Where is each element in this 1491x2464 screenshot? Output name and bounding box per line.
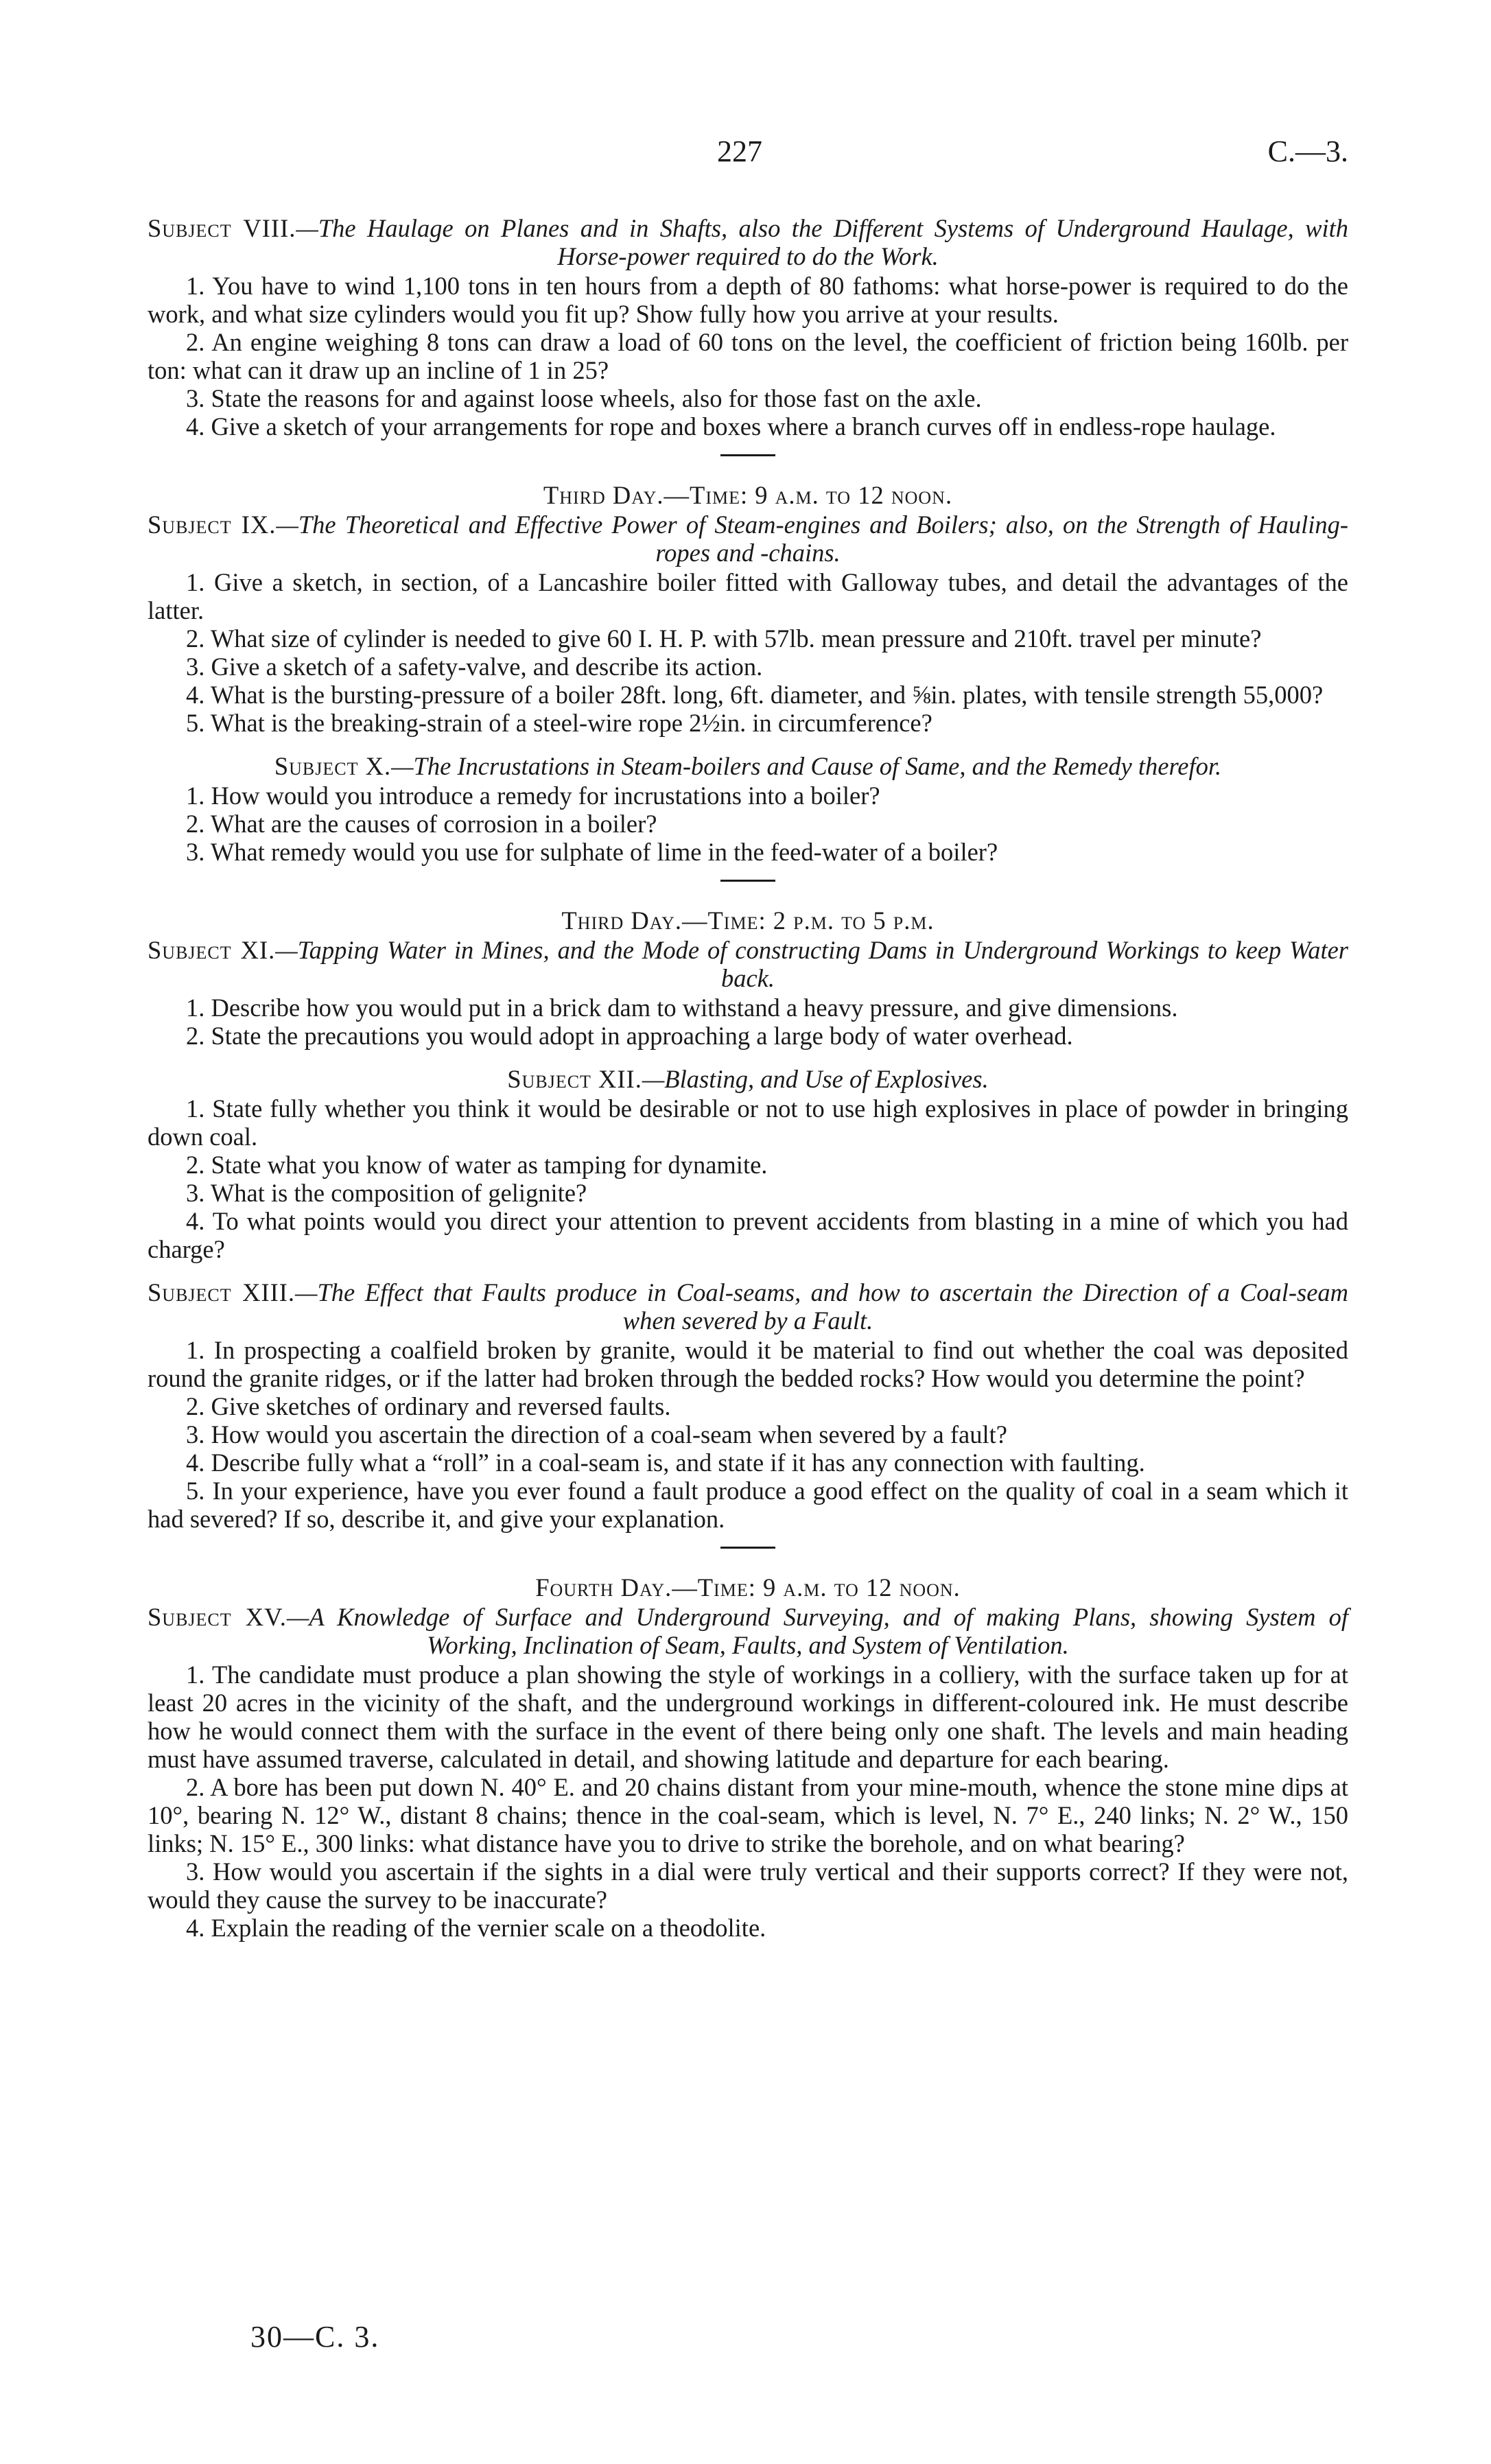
subject-xiii xyxy=(148,1278,1348,1533)
subject-viii xyxy=(148,214,1348,441)
subject-label: Subject IX. xyxy=(148,511,277,539)
question: 5. In your experience, have you ever found a fault produce a good effect on the quality of coal in a seam which it had severed? If so, describe it, and give your explanation. xyxy=(148,1477,1348,1533)
subject-title: —The Haulage on Planes and in Shafts, also the Different Systems of Underground Haulage, with Horse-power required to do the Work. xyxy=(296,214,1348,270)
question: 2. State what you know of water as tamping for dynamite. xyxy=(186,1151,768,1179)
footer-signature: 30—C. 3. xyxy=(250,2320,380,2354)
question: 3. How would you ascertain if the sights in a dial were truly vertical and their supports correct? If they were not, would they cause the survey to be inaccurate? xyxy=(148,1857,1348,1914)
question: 4. To what points would you direct your attention to prevent accidents from blasting in a mine of which you had charge? xyxy=(148,1207,1348,1263)
day-heading xyxy=(148,1573,1348,1601)
day-heading xyxy=(148,481,1348,509)
question: 4. Describe fully what a “roll” in a coal-seam is, and state if it has any connection with faulting. xyxy=(186,1448,1145,1477)
subject-label: Subject XV. xyxy=(148,1603,287,1631)
question: 1. In prospecting a coalfield broken by granite, would it be material to find out whether the coal was deposited round the granite ridges, or if the latter had broken through the bedded rocks? How would you determine the point? xyxy=(148,1336,1348,1392)
subject-xii xyxy=(148,1065,1348,1263)
question: 1. Describe how you would put in a brick dam to withstand a heavy pressure, and give dimensions. xyxy=(186,994,1178,1022)
question: 4. Give a sketch of your arrangements for rope and boxes where a branch curves off in endless-rope haulage. xyxy=(186,412,1276,441)
question: 4. Explain the reading of the vernier scale on a theodolite. xyxy=(186,1914,766,1942)
subject-label: Subject XI. xyxy=(148,936,276,964)
question: 2. An engine weighing 8 tons can draw a load of 60 tons on the level, the coefficient of friction being 160lb. per ton: what can it draw up an incline of 1 in 25? xyxy=(148,328,1348,384)
subject-label: Subject XIII. xyxy=(148,1278,296,1306)
subject-x xyxy=(148,752,1348,866)
question: 3. Give a sketch of a safety-valve, and describe its action. xyxy=(186,653,763,681)
question: 3. What is the composition of gelignite? xyxy=(186,1179,587,1207)
subject-heading xyxy=(148,1065,1348,1093)
section-divider xyxy=(720,1547,775,1549)
day-time: —Time: 9 a.m. to 12 noon. xyxy=(664,481,953,509)
subject-xv xyxy=(148,1603,1348,1942)
question: 3. What remedy would you use for sulphate of lime in the feed-water of a boiler? xyxy=(186,838,998,866)
subject-title: —A Knowledge of Surface and Underground Surveying, and of making Plans, showing System of Working, Inclination of Seam, Faults, and System of Ventilation. xyxy=(286,1603,1348,1659)
section-divider xyxy=(720,880,775,882)
day-label: Fourth Day. xyxy=(535,1573,672,1601)
spacer xyxy=(148,737,1348,752)
subject-heading xyxy=(148,752,1348,780)
question: 5. What is the breaking-strain of a steel-wire rope 2½in. in circumference? xyxy=(186,709,932,737)
page-content xyxy=(148,214,1348,1942)
subject-heading xyxy=(148,214,1348,270)
subject-title: —Tapping Water in Mines, and the Mode of constructing Dams in Underground Workings to keep Water back. xyxy=(275,936,1349,992)
subject-title: —Blasting, and Use of Explosives. xyxy=(642,1065,989,1093)
day-label: Third Day. xyxy=(543,481,664,509)
question: 2. Give sketches of ordinary and reversed faults. xyxy=(186,1392,671,1420)
day-time: —Time: 9 a.m. to 12 noon. xyxy=(672,1573,961,1601)
page-number: 227 xyxy=(717,134,762,168)
question: 1. You have to wind 1,100 tons in ten hours from a depth of 80 fathoms: what horse-power is required to do the work, and what size cylinders would you fit up? Show fully how you arrive at your results. xyxy=(148,272,1348,328)
day-label: Third Day. xyxy=(561,906,683,935)
subject-label: Subject XII. xyxy=(507,1065,642,1093)
page-header xyxy=(148,134,1348,178)
question: 1. How would you introduce a remedy for incrustations into a boiler? xyxy=(186,782,880,810)
subject-title: —The Theoretical and Effective Power of Steam-engines and Boilers; also, on the Strength of Hauling-ropes and -chains. xyxy=(276,511,1349,567)
day-time: —Time: 2 p.m. to 5 p.m. xyxy=(682,906,935,935)
subject-label: Subject VIII. xyxy=(148,214,296,242)
subject-heading xyxy=(148,936,1348,992)
question: 1. State fully whether you think it would be desirable or not to use high explosives in place of powder in bringing down coal. xyxy=(148,1094,1348,1151)
day-heading xyxy=(148,906,1348,935)
question: 2. What size of cylinder is needed to give 60 I. H. P. with 57lb. mean pressure and 210ft. travel per minute? xyxy=(186,624,1262,653)
section-divider xyxy=(720,454,775,456)
subject-heading xyxy=(148,511,1348,567)
question: 2. State the precautions you would adopt in approaching a large body of water overhead. xyxy=(186,1022,1073,1050)
question: 2. What are the causes of corrosion in a boiler? xyxy=(186,810,657,838)
question: 4. What is the bursting-pressure of a boiler 28ft. long, 6ft. diameter, and ⅝in. plates, with tensile strength 55,000? xyxy=(186,681,1324,709)
question: 3. How would you ascertain the direction of a coal-seam when severed by a fault? xyxy=(186,1420,1007,1448)
subject-title: —The Effect that Faults produce in Coal-seams, and how to ascertain the Direction of a Coal-seam when severed by a Fault. xyxy=(295,1278,1349,1335)
subject-label: Subject X. xyxy=(274,752,392,780)
subject-ix xyxy=(148,511,1348,737)
question: 3. State the reasons for and against loose wheels, also for those fast on the axle. xyxy=(186,384,982,412)
subject-xi xyxy=(148,936,1348,1050)
subject-heading xyxy=(148,1603,1348,1659)
spacer xyxy=(148,1050,1348,1065)
subject-heading xyxy=(148,1278,1348,1335)
document-reference: C.—3. xyxy=(1267,134,1348,168)
question: 1. Give a sketch, in section, of a Lancashire boiler fitted with Galloway tubes, and detail the advantages of the latter. xyxy=(148,568,1348,624)
question: 2. A bore has been put down N. 40° E. and 20 chains distant from your mine-mouth, whence the stone mine dips at 10°, bearing N. 12° W., distant 8 chains; thence in the coal-seam, which is level, N. 7° E., 240 links; N. 2° W., 150 links; N. 15° E., 300 links: what distance have you to drive to strike the borehole, and on what bearing? xyxy=(148,1773,1348,1857)
question: 1. The candidate must produce a plan showing the style of workings in a colliery, with the surface taken up for at least 20 acres in the vicinity of the shaft, and the underground workings in different-coloured ink. He must describe how he would connect them with the surface in the event of there being only one shaft. The levels and main heading must have assumed traverse, calculated in detail, and showing latitude and departure for each bearing. xyxy=(148,1661,1348,1773)
spacer xyxy=(148,1263,1348,1278)
subject-title: —The Incrustations in Steam-boilers and Cause of Same, and the Remedy therefor. xyxy=(391,752,1222,780)
